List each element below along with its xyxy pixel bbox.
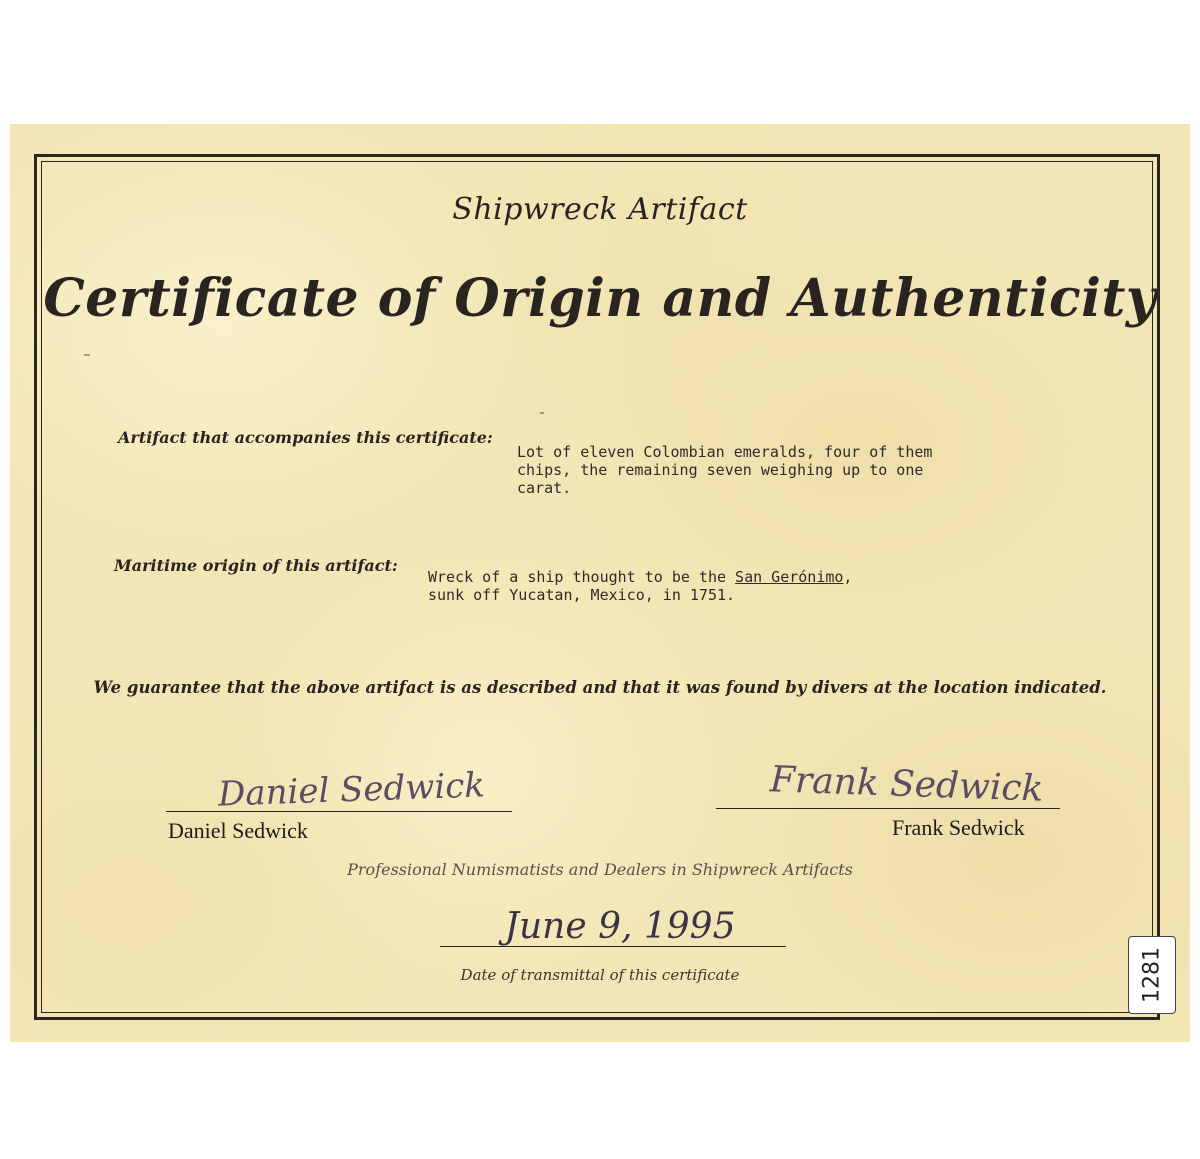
lot-number-sticker [1128, 936, 1176, 1014]
paper-speck [84, 354, 90, 356]
signature-line-right [716, 808, 1060, 809]
artifact-description: Lot of eleven Colombian emeralds, four of them chips, the remaining seven weighing up to one carat. [517, 443, 933, 497]
certificate-subtitle: Shipwreck Artifact [452, 192, 748, 227]
signature-frank: Frank Sedwick [769, 759, 1045, 810]
signatory-name-left: Daniel Sedwick [168, 818, 308, 843]
signatory-name-right: Frank Sedwick [892, 815, 1025, 840]
date-caption: Date of transmittal of this certificate [460, 966, 740, 984]
certificate-title: Certificate of Origin and Authenticity [43, 268, 1157, 329]
artifact-label: Artifact that accompanies this certificate: [118, 428, 493, 447]
date-handwritten: June 9, 1995 [504, 906, 736, 947]
lot-number: 1281 [1139, 947, 1165, 1003]
origin-line2: sunk off Yucatan, Mexico, in 1751. [428, 586, 736, 604]
guarantee-statement: We guarantee that the above artifact is as described and that it was found by divers at the location indicated. [93, 678, 1107, 697]
origin-label: Maritime origin of this artifact: [114, 556, 398, 575]
signature-daniel: Daniel Sedwick [217, 765, 486, 815]
dealers-line: Professional Numismatists and Dealers in Shipwreck Artifacts [347, 860, 853, 879]
origin-line1-prefix: Wreck of a ship thought to be the [428, 568, 736, 586]
origin-description [428, 568, 852, 604]
paper-speck [540, 412, 544, 414]
signature-line-left [166, 811, 512, 812]
ship-name: San Gerónimo [735, 568, 844, 586]
date-line [440, 946, 786, 947]
origin-line1-suffix: , [843, 568, 853, 586]
